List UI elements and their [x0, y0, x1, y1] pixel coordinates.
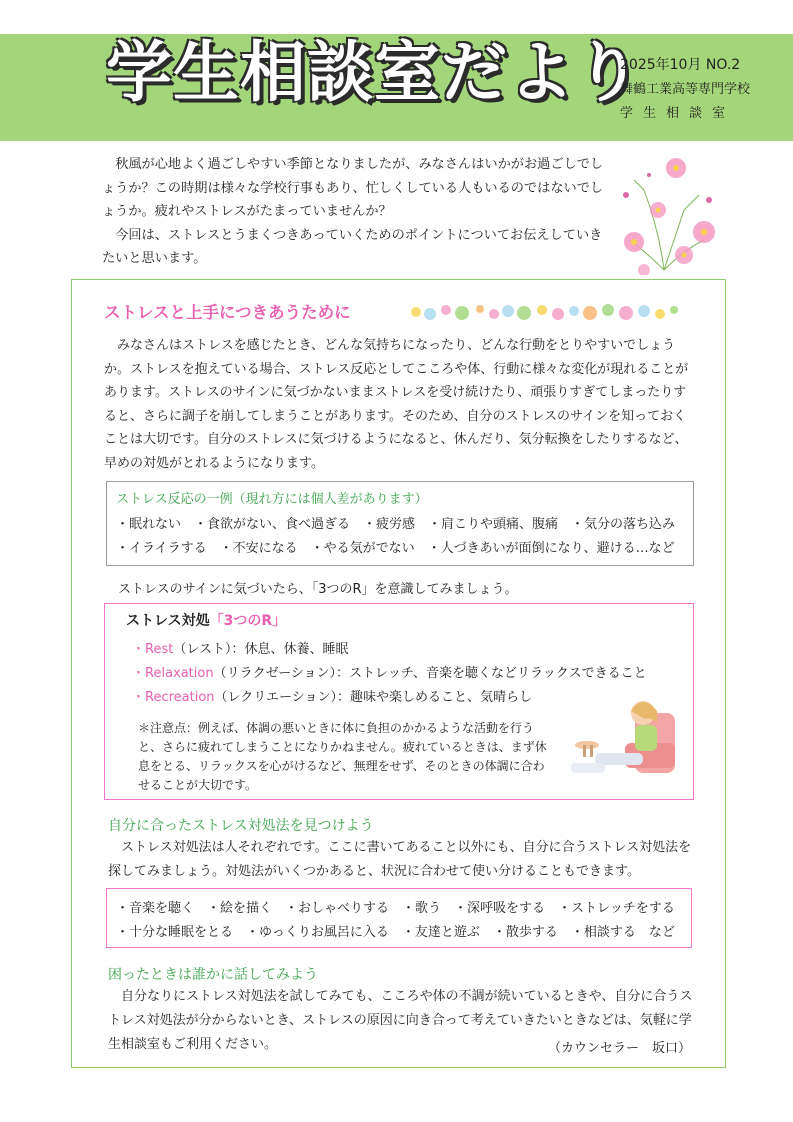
intro-text: [102, 153, 610, 271]
r-key: ・Relaxation: [132, 666, 214, 681]
three-r-item-rest: [132, 638, 348, 657]
section1-title: ストレスと上手につきあうために: [104, 303, 351, 322]
r-desc: （レクリエーション）：趣味や楽しめること、気晴らし: [214, 690, 532, 705]
reactions-title: ストレス反応の一例（現れ方には個人差があります）: [116, 492, 428, 507]
section2-body: ストレス対処法は人それぞれです。ここに書いてあること以外にも、自分に合うストレス対処法を探してみましょう。対処法がいくつかあると、状況に合わせて使い分けることもできます。: [108, 840, 692, 879]
school-name: 舞鶴工業高等専門学校: [620, 82, 751, 97]
caution-note: ＊注意点：例えば、体調の悪いときに体に負担のかかるような活動を行うと、さらに疲れてしまうことになりかねません。疲れているときは、まず休息をとる、リラックスを心がけるなど、無理をせず、そのときの体調に合わせることが大切です。: [138, 721, 547, 792]
intro-paragraph-2: 今回は、ストレスとうまくつきあっていくためのポイントについてお伝えしていきたいと思います。: [102, 227, 603, 266]
cosmos-flower-icon: [614, 150, 724, 275]
three-r-title-prefix: ストレス対処: [126, 613, 210, 629]
newsletter-title: 学生相談室だより: [106, 34, 642, 111]
reactions-row: ・イライラする ・不安になる ・やる気がでない ・人づきあいが面倒になり、避ける…など: [116, 541, 675, 556]
intro-paragraph-1: 秋風が心地よく過ごしやすい季節となりましたが、みなさんはいかがお過ごしでしょうか？この時期は様々な学校行事もあり、忙しくしている人もいるのではないでしょうか。疲れやストレスがたまっていませんか？: [102, 157, 604, 219]
section3-body: 自分なりにストレス対処法を試してみても、こころや体の不調が続いているときや、自分に合うストレス対処法が分からないとき、ストレスの原因に向き合って考えていきたいときなどは、気軽に学生相談室もご利用ください。: [108, 989, 693, 1052]
three-r-item-recreation: [132, 686, 532, 705]
office-name: 学生相談室: [620, 106, 736, 121]
reactions-row: ・眠れない ・食欲がない、食べ過ぎる ・疲労感 ・肩こりや頭痛、腹痛 ・気分の落ち込み: [116, 517, 676, 532]
r-key: ・Rest: [132, 642, 174, 657]
colored-dots-icon: [408, 300, 683, 324]
section1-body: みなさんはストレスを感じたとき、どんな気持ちになったり、どんな行動をとりやすいでしょうか。ストレスを抱えている場合、ストレス反応としてこころや体、行動に様々な変化が現れることがあります。ストレスのサインに気づかないままストレスを受け続けたり、頑張りすぎてしまったりすると、さらに調子を崩してしまうことがあります。そのため、自分のストレスのサインを知っておくことは大切です。自分のストレスに気づけるようになると、休んだり、気分転換をしたりするなど、早めの対処がとれるようになります。: [104, 338, 689, 471]
three-r-item-relaxation: [132, 662, 647, 681]
issue-number: 2025年10月 NO.2: [620, 57, 741, 73]
r-desc: （レスト）：休息、休養、睡眠: [173, 642, 349, 657]
section2-title: 自分に合ったストレス対処法を見つけよう: [108, 818, 374, 834]
three-r-title: [126, 610, 286, 630]
counselor-name: （カウンセラー 坂口）: [548, 1041, 692, 1056]
coping-row: ・十分な睡眠をとる ・ゆっくりお風呂に入る ・友達と遊ぶ ・散歩する ・相談する など: [116, 925, 675, 940]
relaxing-woman-icon: [565, 683, 685, 783]
r-desc: （リラクゼーション）：ストレッチ、音楽を聴くなどリラックスできること: [213, 666, 647, 681]
section3-title: 困ったときは誰かに話してみよう: [108, 967, 318, 983]
three-r-title-highlight: 「3つのR」: [209, 613, 287, 629]
r-key: ・Recreation: [132, 690, 215, 705]
three-r-lead: ストレスのサインに気づいたら、「3つのR」を意識してみましょう。: [118, 582, 518, 597]
coping-row: ・音楽を聴く ・絵を描く ・おしゃべりする ・歌う ・深呼吸をする ・ストレッチをする: [116, 901, 675, 916]
